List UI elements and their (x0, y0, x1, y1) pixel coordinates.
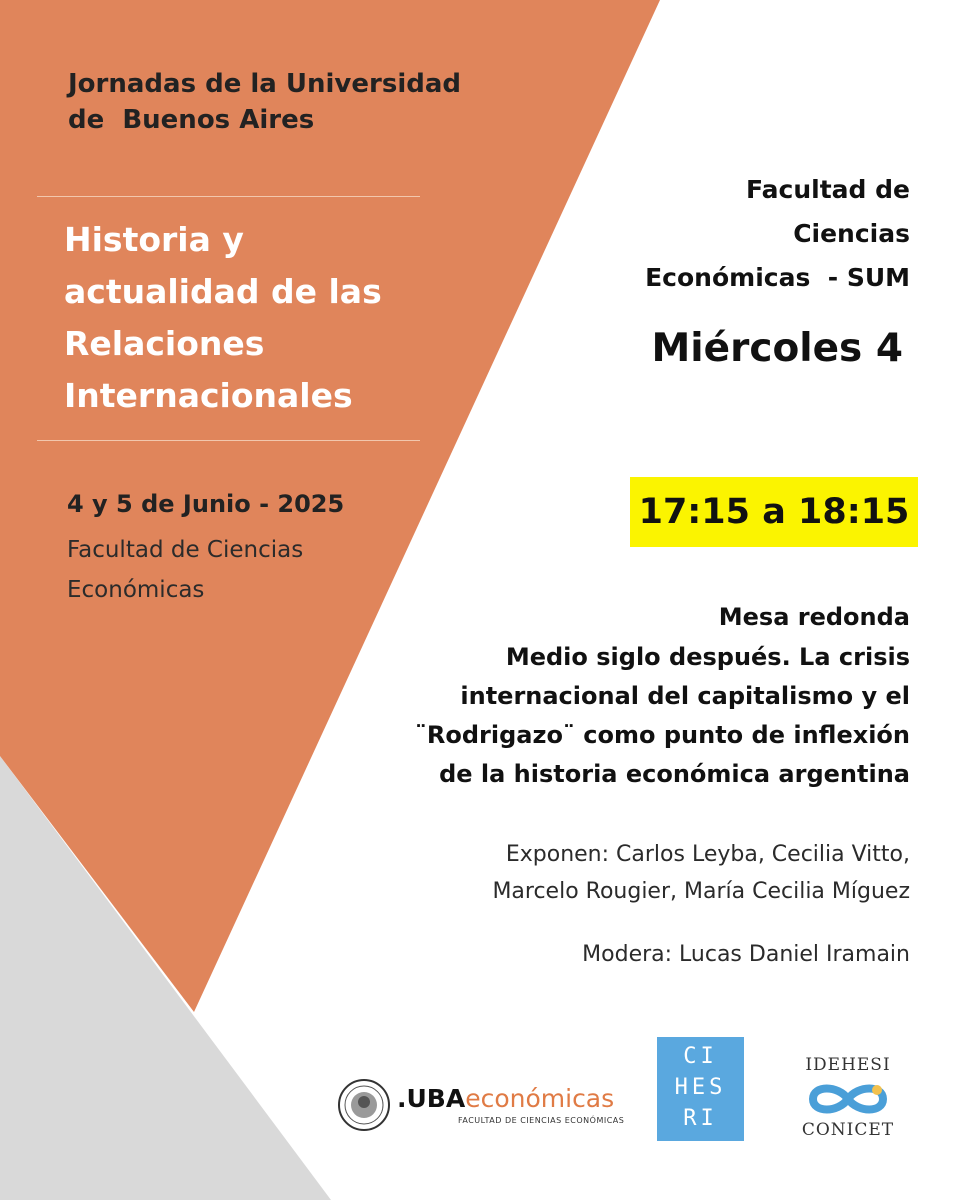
organizer-heading (68, 66, 488, 138)
session-type: Mesa redonda (718, 603, 910, 631)
moderator: Modera: Lucas Daniel Iramain (582, 942, 910, 967)
session-place (550, 168, 910, 300)
speakers-line: Marcelo Rougier, María Cecilia Míguez (492, 879, 910, 904)
event-title-line: Relaciones (64, 324, 265, 363)
place-line: Facultad de (746, 175, 910, 204)
session-title (350, 638, 910, 794)
session-title-line: internacional del capitalismo y el (460, 682, 910, 710)
session-time: 17:15 a 18:15 (630, 477, 918, 547)
event-title-line: Historia y (64, 220, 244, 259)
uba-prefix: .UBA (397, 1084, 466, 1113)
event-title-line: actualidad de las (64, 272, 382, 311)
idehesi-infinity-icon (793, 1076, 903, 1122)
place-line: Ciencias (793, 219, 910, 248)
venue-line: Económicas (67, 577, 205, 603)
event-dates: 4 y 5 de Junio - 2025 (67, 490, 345, 518)
conicet-label: CONICET (801, 1120, 895, 1140)
uba-seal-icon (337, 1078, 391, 1132)
divider-bottom (37, 440, 420, 441)
organizer-line-2: de Buenos Aires (68, 105, 315, 135)
speakers (410, 836, 910, 910)
event-title-line: Internacionales (64, 376, 353, 415)
uba-subtitle: FACULTAD DE CIENCIAS ECONÓMICAS (458, 1116, 625, 1125)
cihesri-logo (657, 1037, 744, 1141)
event-title (64, 214, 444, 422)
session-title-line: de la historia económica argentina (439, 760, 910, 788)
session-title-line: ¨Rodrigazo¨ como punto de inflexión (414, 721, 910, 749)
divider-top (37, 196, 420, 197)
cihesri-line: RI (683, 1106, 718, 1131)
uba-economicas-logo (397, 1084, 614, 1114)
speakers-line: Exponen: Carlos Leyba, Cecilia Vitto, (505, 842, 910, 867)
cihesri-line: CI (683, 1044, 718, 1069)
session-day: Miércoles 4 (651, 326, 903, 371)
organizer-line-1: Jornadas de la Universidad (68, 69, 461, 99)
venue-line: Facultad de Ciencias (67, 537, 304, 563)
idehesi-label: IDEHESI (805, 1055, 891, 1075)
place-line: Económicas - SUM (645, 263, 910, 292)
session-title-line: Medio siglo después. La crisis (505, 643, 910, 671)
cihesri-line: HES (674, 1075, 727, 1100)
uba-name: económicas (465, 1084, 615, 1113)
